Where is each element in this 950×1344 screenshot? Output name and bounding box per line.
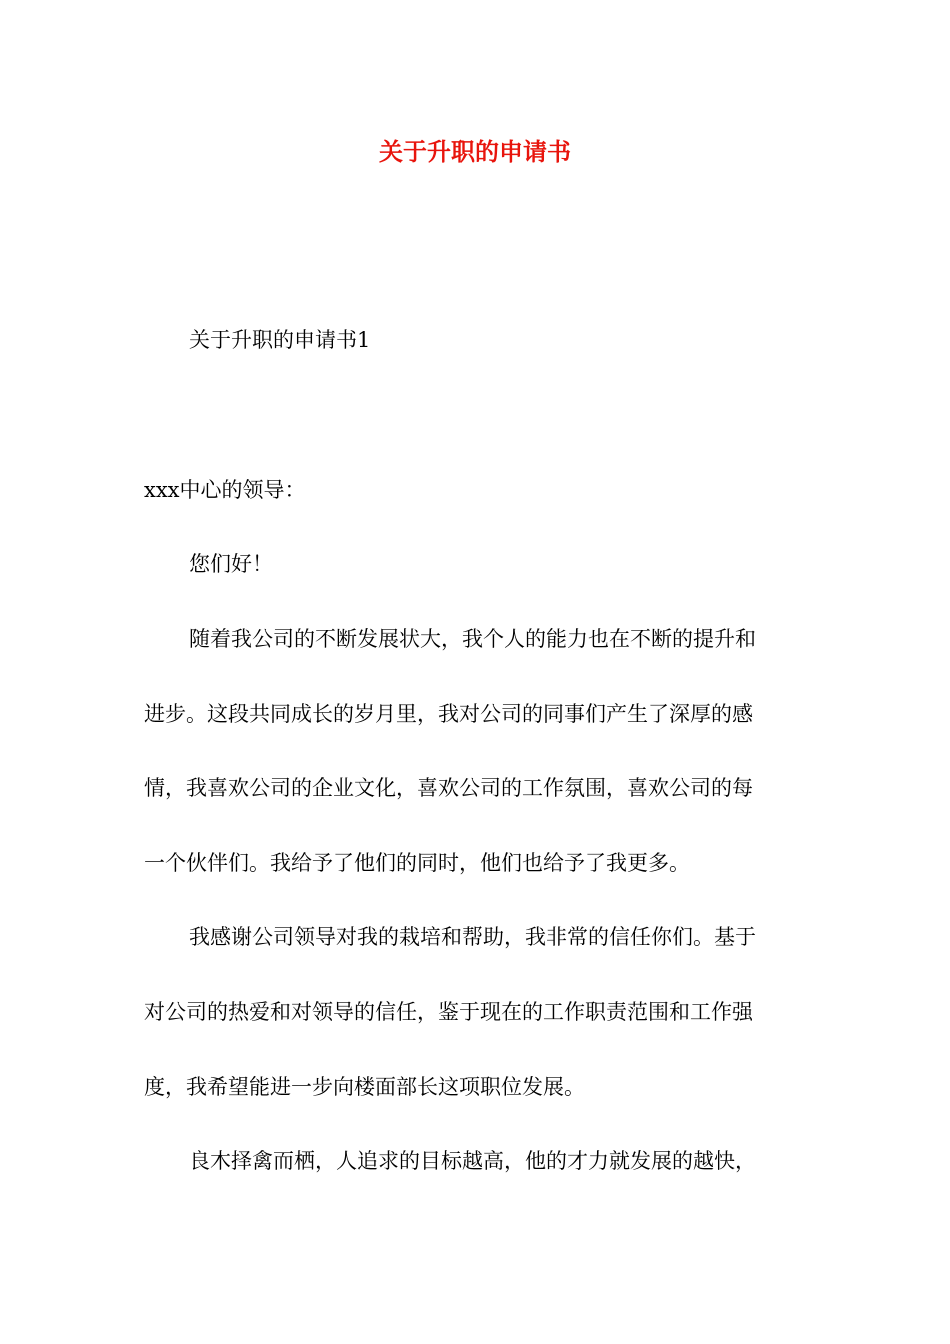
document-title: 关于升职的申请书 — [379, 137, 571, 166]
paragraph-line: 一个伙伴们。我给予了他们的同时，他们也给予了我更多。 — [144, 851, 690, 875]
greeting: 您们好！ — [189, 552, 273, 576]
paragraph-line: 随着我公司的不断发展状大，我个人的能力也在不断的提升和 — [189, 627, 756, 651]
paragraph-line: 进步。这段共同成长的岁月里，我对公司的同事们产生了深厚的感 — [144, 702, 753, 726]
paragraph-line: 良木择禽而栖，人追求的目标越高，他的才力就发展的越快， — [189, 1149, 756, 1173]
salutation: xxx中心的领导： — [144, 478, 306, 502]
paragraph-line: 我感谢公司领导对我的栽培和帮助，我非常的信任你们。基于 — [189, 925, 756, 949]
paragraph-line: 对公司的热爱和对领导的信任，鉴于现在的工作职责范围和工作强 — [144, 1000, 753, 1024]
section-heading: 关于升职的申请书1 — [189, 328, 371, 352]
paragraph-line: 情，我喜欢公司的企业文化，喜欢公司的工作氛围，喜欢公司的每 — [144, 776, 753, 800]
paragraph-line: 度，我希望能进一步向楼面部长这项职位发展。 — [144, 1075, 585, 1099]
